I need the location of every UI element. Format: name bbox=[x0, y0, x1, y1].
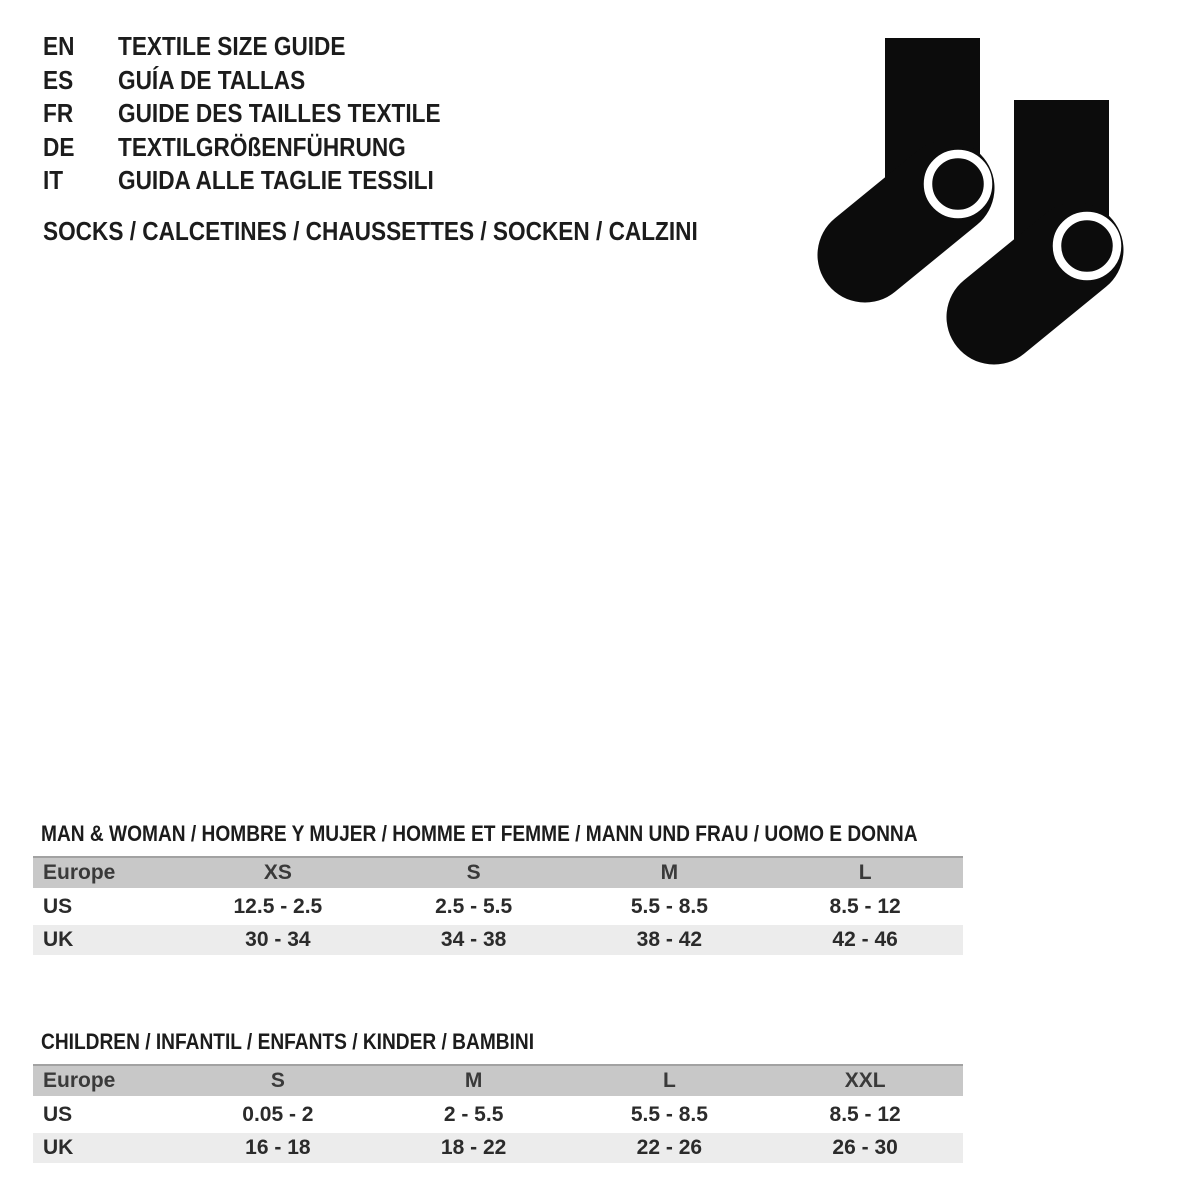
row-label: UK bbox=[43, 928, 74, 951]
guide-title-text: GUÍA DE TALLAS bbox=[118, 64, 306, 95]
language-code-text: IT bbox=[43, 165, 64, 196]
language-code bbox=[43, 31, 118, 62]
size-range-cell: 38 - 42 bbox=[636, 928, 703, 951]
size-range-cell: 5.5 - 8.5 bbox=[630, 1103, 708, 1126]
row-label: US bbox=[43, 895, 73, 918]
size-range-cell: 42 - 46 bbox=[832, 928, 898, 951]
section-title-children bbox=[41, 1028, 608, 1056]
language-row-en bbox=[43, 30, 489, 64]
language-row-de bbox=[43, 131, 489, 165]
language-code-text: EN bbox=[43, 31, 75, 62]
guide-title-text: GUIDA ALLE TAGLIE TESSILI bbox=[118, 165, 434, 196]
size-range-cell: 2 - 5.5 bbox=[443, 1103, 504, 1126]
column-header-europe: Europe bbox=[43, 861, 116, 884]
column-header-size: XXL bbox=[844, 1069, 886, 1092]
table-row-uk bbox=[33, 1133, 963, 1163]
row-label: US bbox=[43, 1103, 73, 1126]
size-range-cell: 34 - 38 bbox=[440, 928, 507, 951]
column-header-size: L bbox=[858, 861, 872, 884]
size-range-cell: 16 - 18 bbox=[245, 1136, 311, 1159]
guide-title bbox=[118, 98, 489, 129]
size-range-cell: 5.5 - 8.5 bbox=[630, 895, 708, 918]
size-range-cell: 0.05 - 2 bbox=[242, 1103, 314, 1126]
product-category-line bbox=[43, 215, 796, 248]
column-header-size: XS bbox=[263, 861, 292, 884]
language-code bbox=[43, 132, 118, 163]
language-code bbox=[43, 65, 118, 96]
language-code-text: DE bbox=[43, 131, 75, 162]
size-range-cell: 12.5 - 2.5 bbox=[233, 895, 323, 918]
language-code-text: FR bbox=[43, 98, 74, 129]
children-size-table bbox=[33, 1064, 963, 1166]
size-range-cell: 18 - 22 bbox=[440, 1136, 507, 1159]
language-title-list bbox=[43, 30, 489, 198]
table-row-uk bbox=[33, 925, 963, 955]
column-header-europe: Europe bbox=[43, 1069, 116, 1092]
section-title-text: MAN & WOMAN / HOMBRE Y MUJER / HOMME ET FEMME / MANN UND FRAU / UOMO E DONNA bbox=[41, 821, 918, 846]
section-title-man-woman bbox=[41, 820, 1049, 848]
column-header-size: S bbox=[270, 1069, 285, 1092]
guide-title-text: TEXTILGRÖßENFÜHRUNG bbox=[118, 131, 406, 162]
column-header-size: S bbox=[466, 861, 481, 884]
guide-title bbox=[118, 132, 449, 163]
socks-icon bbox=[815, 30, 1127, 370]
table-row-us bbox=[33, 892, 963, 922]
language-row-fr bbox=[43, 97, 489, 131]
size-range-cell: 22 - 26 bbox=[636, 1136, 703, 1159]
column-header-size: M bbox=[464, 1069, 483, 1092]
guide-title-text: GUIDE DES TAILLES TEXTILE bbox=[118, 98, 441, 129]
man-woman-size-table bbox=[33, 856, 963, 958]
size-range-cell: 30 - 34 bbox=[245, 928, 311, 951]
language-code bbox=[43, 165, 118, 196]
language-code bbox=[43, 98, 118, 129]
guide-title bbox=[118, 165, 481, 196]
table-header-row bbox=[33, 856, 963, 888]
size-range-cell: 8.5 - 12 bbox=[829, 1103, 901, 1126]
language-row-es bbox=[43, 64, 489, 98]
column-header-size: M bbox=[660, 861, 679, 884]
guide-title bbox=[118, 31, 379, 62]
column-header-size: L bbox=[662, 1069, 676, 1092]
table-header-row bbox=[33, 1064, 963, 1096]
guide-title bbox=[118, 65, 333, 96]
guide-title-text: TEXTILE SIZE GUIDE bbox=[118, 31, 346, 62]
language-row-it bbox=[43, 164, 489, 198]
row-label: UK bbox=[43, 1136, 74, 1159]
table-row-us bbox=[33, 1100, 963, 1130]
language-code-text: ES bbox=[43, 64, 74, 95]
section-title-text: CHILDREN / INFANTIL / ENFANTS / KINDER / BAMBINI bbox=[41, 1029, 535, 1054]
size-range-cell: 2.5 - 5.5 bbox=[435, 895, 513, 918]
size-range-cell: 8.5 - 12 bbox=[829, 895, 901, 918]
size-range-cell: 26 - 30 bbox=[832, 1136, 898, 1159]
product-category-text: SOCKS / CALCETINES / CHAUSSETTES / SOCKEN / CALZINI bbox=[43, 216, 698, 246]
